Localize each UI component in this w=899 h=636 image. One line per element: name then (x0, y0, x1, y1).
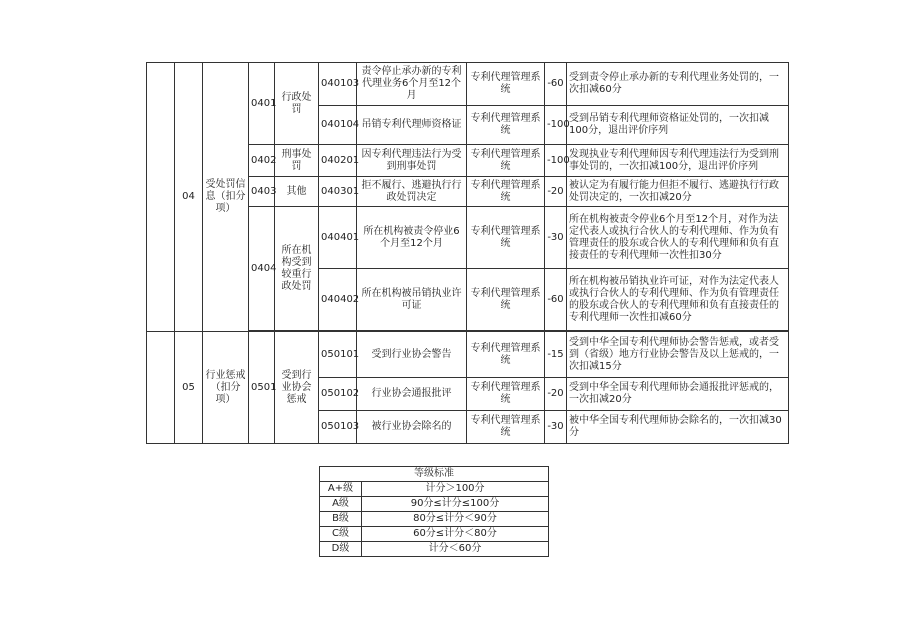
item-desc: 吊销专利代理师资格证 (357, 106, 467, 145)
grade-table (319, 466, 549, 557)
item-score: -100 (545, 106, 567, 145)
item-rule: 受到中华全国专利代理师协会通报批评惩戒的，一次扣减20分 (567, 378, 789, 411)
table-row (320, 497, 549, 512)
item-rule: 受到中华全国专利代理师协会警告惩戒，或者受到（省级）地方行业协会警告及以上惩戒的，一次扣减15分 (567, 332, 789, 378)
group-num: 04 (175, 63, 203, 332)
sub-code: 0404 (249, 207, 275, 331)
item-score: -20 (545, 177, 567, 207)
sub-code: 0501 (249, 332, 275, 444)
item-code: 040201 (319, 145, 357, 177)
item-system: 专利代理管理系统 (467, 106, 545, 145)
score-table (146, 62, 789, 444)
sub-name: 所在机构受到较重行政处罚 (275, 207, 319, 331)
item-score: -60 (545, 269, 567, 331)
item-score: -60 (545, 63, 567, 106)
item-desc: 所在机构被责令停业6个月至12个月 (357, 207, 467, 269)
item-rule: 所在机构被吊销执业许可证，对作为法定代表人或执行合伙人的专利代理师、作为负有管理责任的股东或合伙人的专利代理师和负有直接责任的专利代理师一次性扣减60分 (567, 269, 789, 331)
sub-code: 0402 (249, 145, 275, 177)
table-row (147, 63, 789, 106)
table-row (320, 512, 549, 527)
item-rule: 受到责令停止承办新的专利代理业务处罚的，一次扣减60分 (567, 63, 789, 106)
grade-level: A+级 (320, 482, 362, 497)
group-category: 受处罚信息（扣分项） (203, 63, 249, 332)
item-score: -15 (545, 332, 567, 378)
item-rule: 所在机构被责令停业6个月至12个月，对作为法定代表人或执行合伙人的专利代理师、作为负有管理责任的股东或合伙人的专利代理师和负有直接责任的专利代理师一次性扣30分 (567, 207, 789, 269)
item-system: 专利代理管理系统 (467, 207, 545, 269)
sub-name: 受到行业协会惩戒 (275, 332, 319, 444)
grade-title: 等级标准 (320, 467, 549, 482)
item-desc: 被行业协会除名的 (357, 411, 467, 444)
sub-name: 行政处罚 (275, 63, 319, 145)
grade-level: D级 (320, 542, 362, 557)
item-code: 040402 (319, 269, 357, 331)
table-row (320, 527, 549, 542)
group-category: 行业惩戒（扣分项） (203, 332, 249, 444)
grade-range: 计分＞100分 (362, 482, 549, 497)
item-rule: 发现执业专利代理师因专利代理违法行为受到刑事处罚的，一次扣减100分，退出评价序列 (567, 145, 789, 177)
table-row (320, 542, 549, 557)
item-rule: 受到吊销专利代理师资格证处罚的，一次扣减100分，退出评价序列 (567, 106, 789, 145)
item-rule: 被中华全国专利代理师协会除名的，一次扣减30分 (567, 411, 789, 444)
grade-range: 80分≤计分＜90分 (362, 512, 549, 527)
item-score: -20 (545, 378, 567, 411)
item-desc: 所在机构被吊销执业许可证 (357, 269, 467, 331)
item-code: 040301 (319, 177, 357, 207)
table-row (147, 332, 789, 378)
grade-range: 90分≤计分≤100分 (362, 497, 549, 512)
item-code: 040103 (319, 63, 357, 106)
sub-name: 其他 (275, 177, 319, 207)
item-rule: 被认定为有履行能力但拒不履行、逃避执行行政处罚决定的，一次扣减20分 (567, 177, 789, 207)
item-system: 专利代理管理系统 (467, 378, 545, 411)
grade-range: 计分＜60分 (362, 542, 549, 557)
sub-code: 0401 (249, 63, 275, 145)
blank-cell (147, 332, 175, 444)
grade-level: B级 (320, 512, 362, 527)
blank-cell (147, 63, 175, 332)
sub-code: 0403 (249, 177, 275, 207)
item-code: 040401 (319, 207, 357, 269)
grade-level: C级 (320, 527, 362, 542)
item-score: -30 (545, 207, 567, 269)
grade-level: A级 (320, 497, 362, 512)
item-desc: 拒不履行、逃避执行行政处罚决定 (357, 177, 467, 207)
item-system: 专利代理管理系统 (467, 332, 545, 378)
item-code: 050102 (319, 378, 357, 411)
item-system: 专利代理管理系统 (467, 145, 545, 177)
item-desc: 因专利代理违法行为受到刑事处罚 (357, 145, 467, 177)
item-desc: 责令停止承办新的专利代理业务6个月至12个月 (357, 63, 467, 106)
grade-range: 60分≤计分＜80分 (362, 527, 549, 542)
item-system: 专利代理管理系统 (467, 269, 545, 331)
sub-name: 刑事处罚 (275, 145, 319, 177)
item-code: 050103 (319, 411, 357, 444)
item-code: 050101 (319, 332, 357, 378)
table-row (320, 482, 549, 497)
item-score: -30 (545, 411, 567, 444)
item-system: 专利代理管理系统 (467, 177, 545, 207)
group-num: 05 (175, 332, 203, 444)
item-code: 040104 (319, 106, 357, 145)
item-desc: 受到行业协会警告 (357, 332, 467, 378)
item-score: -100 (545, 145, 567, 177)
item-desc: 行业协会通报批评 (357, 378, 467, 411)
item-system: 专利代理管理系统 (467, 63, 545, 106)
item-system: 专利代理管理系统 (467, 411, 545, 444)
